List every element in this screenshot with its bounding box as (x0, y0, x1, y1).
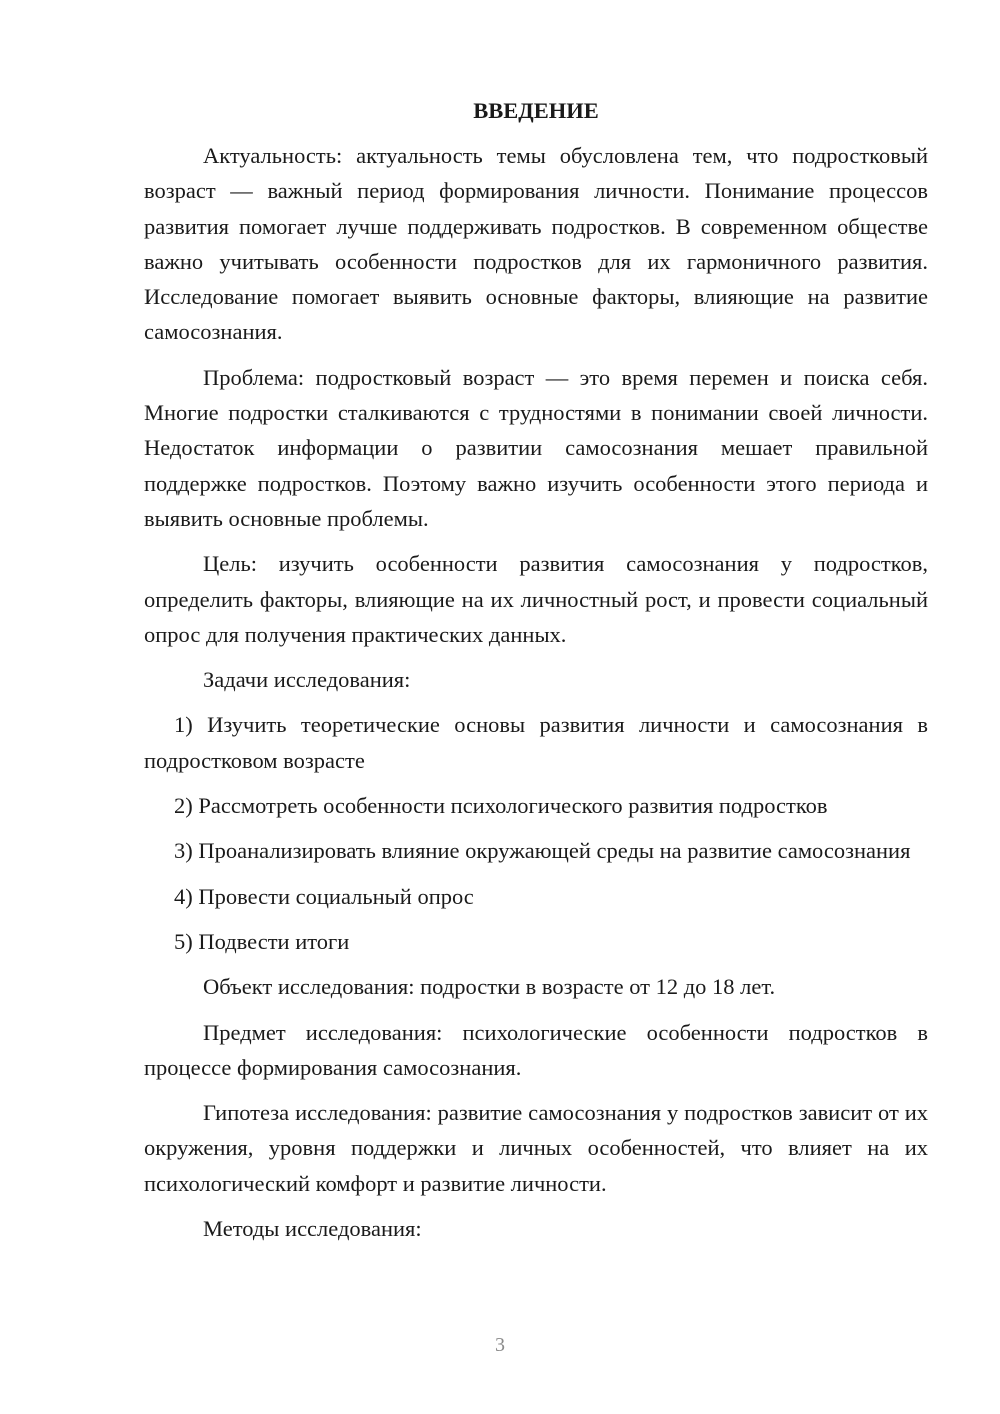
list-item: 4) Провести социальный опрос (174, 883, 474, 909)
list-item: 3) Проанализировать влияние окружающей среды на развитие самосознания (174, 838, 911, 864)
document-page (144, 96, 928, 1256)
section-title: ВВЕДЕНИЕ (473, 98, 599, 123)
list-item: 1) Изучить теоретические основы развития личности и самосознания в подростковом возрасте (144, 712, 928, 773)
paragraph-goal: Цель: изучить особенности развития самосознания у подростков, определить факторы, влияющие на их личностный рост, и провести социальный опрос для получения практических данных. (144, 551, 928, 647)
paragraph-subject: Предмет исследования: психологические особенности подростков в процессе формирования самосознания. (144, 1019, 928, 1080)
paragraph-relevance: Актуальность: актуальность темы обусловлена тем, что подростковый возраст — важный период формирования личности. Понимание процессов развития помогает лучше поддерживать подростков. В современном обществе важно учитывать особенности подростков для их гармоничного развития. Исследование помогает выявить основные факторы, влияющие на развитие самосознания. (144, 143, 928, 345)
tasks-heading: Задачи исследования: (203, 667, 411, 693)
page-number: 3 (495, 1334, 505, 1356)
paragraph-problem: Проблема: подростковый возраст — это время перемен и поиска себя. Многие подростки сталкиваются с трудностями в понимании своей личности. Недостаток информации о развитии самосознания мешает правильной поддержке подростков. Поэтому важно изучить особенности этого периода и выявить основные проблемы. (144, 364, 928, 531)
list-item: 5) Подвести итоги (174, 928, 350, 954)
paragraph-object: Объект исследования: подростки в возрасте от 12 до 18 лет. (203, 974, 776, 1000)
list-item: 2) Рассмотреть особенности психологического развития подростков (174, 793, 828, 819)
methods-heading: Методы исследования: (203, 1216, 422, 1242)
tasks-list (144, 707, 928, 959)
paragraph-hypothesis: Гипотеза исследования: развитие самосознания у подростков зависит от их окружения, уровня поддержки и личных особенностей, что влияет на их психологический комфорт и развитие личности. (144, 1100, 928, 1196)
